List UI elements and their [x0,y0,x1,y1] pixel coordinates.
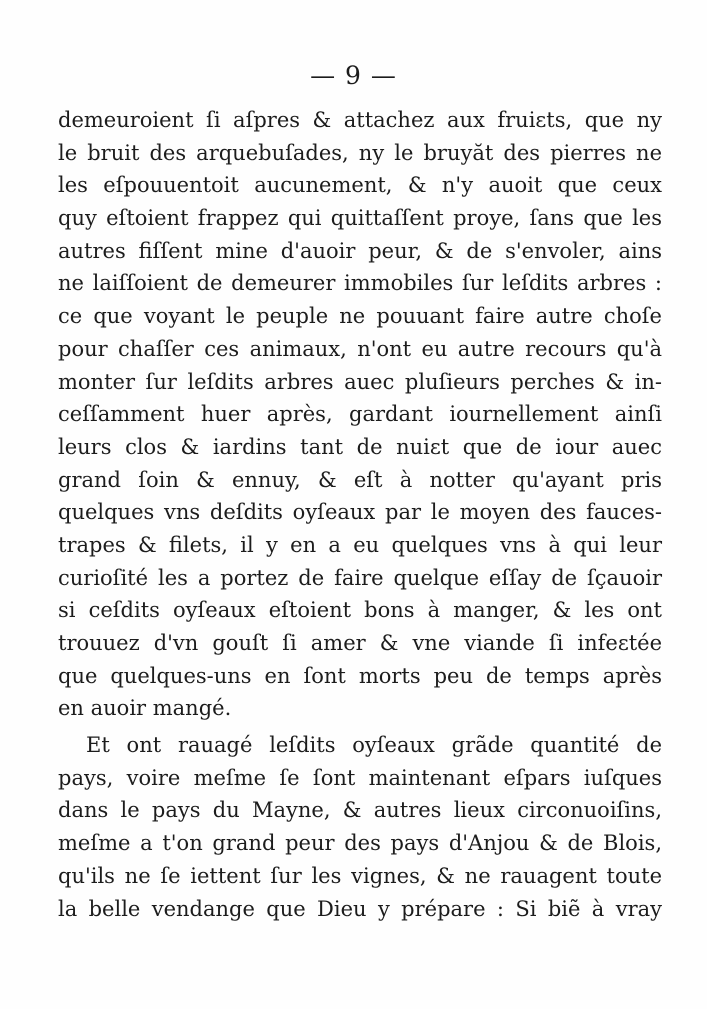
text-line: les eſpouuentoit aucunement, & n'y auoit que ceux [58,173,662,198]
text-line: en auoir mangé. [58,696,232,721]
text-line: le bruit des arquebuſades, ny le bruyăt des pierres ne [58,140,662,165]
text-line: qu'ils ne ſe iettent ſur les vignes, & ne rauagent toute [58,863,662,888]
text-line: autres fiſſent mine d'auoir peur, & de s'envoler, ains [58,238,662,263]
text-line: curioſité les a portez de faire quelque eſſay de ſçauoir [58,565,662,590]
text-line: si ceſdits oyſeaux eſtoient bons à manger, & les ont [58,598,662,623]
text-line: ce que voyant le peuple ne pouuant faire autre choſe [58,304,662,329]
text-line: ne laiſſoient de demeurer immobiles ſur leſdits arbres : [58,271,662,296]
text-line: meſme a t'on grand peur des pays d'Anjou & de Blois, [58,831,662,856]
text-line: dans le pays du Mayne, & autres lieux circonuoiſins, [58,798,662,823]
text-line: pays, voire meſme ſe ſont maintenant eſpars iuſques [58,765,662,790]
text-line: monter ſur leſdits arbres auec pluſieurs perches & in- [58,369,662,394]
text-line: demeuroient ſi aſpres & attachez aux fruiɛts, que ny [58,108,662,132]
text-line: leurs clos & iardins tant de nuiɛt que de iour auec [58,434,662,459]
body-text [58,104,662,925]
text-line: ceſſamment huer après, gardant iournellement ainſi [58,402,662,427]
text-line: grand ſoin & ennuy, & eſt à notter qu'ayant pris [58,467,662,492]
text-line: trouuez d'vn gouſt ſi amer & vne viande ſi infeɛtée [58,631,662,655]
text-line: quy eſtoient frappez qui quittaſſent proye, ſans que les [58,206,662,231]
text-line: quelques vns deſdits oyſeaux par le moyen des fauces- [58,500,662,525]
text-line: pour chaſſer ces animaux, n'ont eu autre recours qu'à [58,336,662,361]
page-number: — 9 — [310,61,397,90]
text-line: Et ont rauagé leſdits oyſeaux grãde quantité de [86,733,662,758]
text-line: la belle vendange que Dieu y prépare : Si biẽ à vray [58,896,662,921]
text-line: trapes & filets, il y en a eu quelques vns à qui leur [58,532,662,557]
text-line: que quelques-uns en ſont morts peu de temps après [58,663,662,688]
